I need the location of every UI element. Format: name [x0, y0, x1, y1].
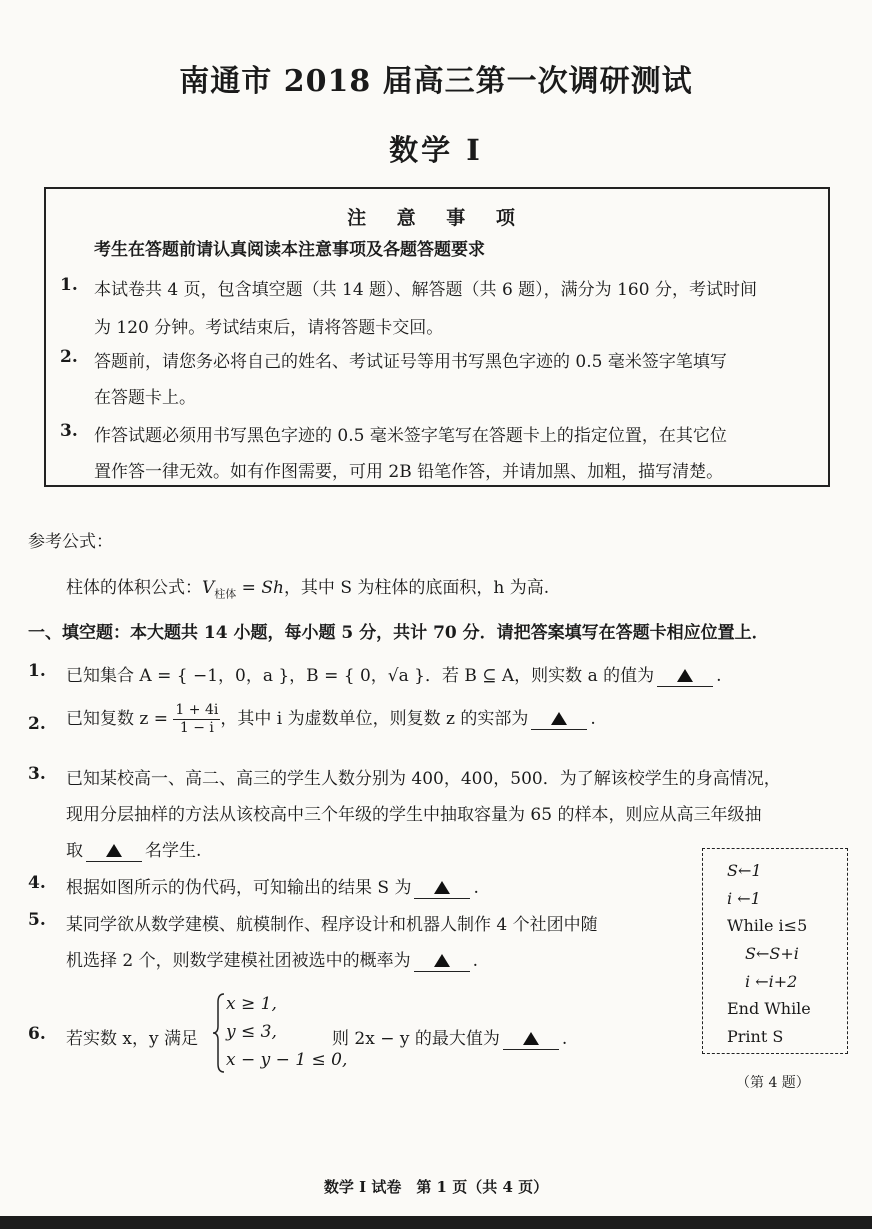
triangle-icon — [523, 1032, 539, 1045]
bottom-edge — [0, 1216, 872, 1229]
q6-text — [332, 1024, 567, 1050]
triangle-icon — [677, 669, 693, 682]
pseudocode-line-1: S←1 — [727, 861, 762, 880]
q6-constraint-1: x ≥ 1, — [226, 994, 277, 1014]
q5-text-b: . — [472, 951, 479, 971]
q1-text — [66, 661, 722, 687]
notice-item-1-num: 1. — [60, 275, 78, 295]
q2-text — [66, 702, 596, 737]
q6-constraint-3: x − y − 1 ≤ 0, — [226, 1050, 348, 1070]
q5-line1: 某同学欲从数学建模、航模制作、程序设计和机器人制作 4 个社团中随 — [66, 915, 598, 935]
triangle-icon — [551, 712, 567, 725]
notice-box — [44, 187, 830, 487]
notice-item-1-line2: 为 120 分钟。考试结束后，请将答题卡交回。 — [94, 318, 444, 338]
notice-item-2-line1: 答题前，请您务必将自己的姓名、考试证号等用书写黑色字迹的 0.5 毫米签字笔填写 — [94, 352, 727, 372]
q3-line2: 现用分层抽样的方法从该校高中三个年级的学生中抽取容量为 65 的样本，则应从高三年级抽 — [66, 805, 762, 825]
pseudocode-line-4: S←S+i — [745, 944, 799, 963]
q5-answer-blank — [414, 951, 470, 972]
q2-text-a: 已知复数 z = — [66, 709, 169, 729]
notice-heading: 注 意 事 项 — [347, 207, 527, 229]
q2-num: 2. — [28, 714, 46, 734]
q6-answer-blank — [503, 1029, 559, 1050]
q6-num: 6. — [28, 1024, 46, 1044]
q3-num: 3. — [28, 764, 46, 784]
q1-num: 1. — [28, 661, 46, 681]
q6-text-b: 则 2x − y 的最大值为 — [332, 1029, 500, 1049]
q5-num: 5. — [28, 910, 46, 930]
formula-eq: = Sh — [236, 578, 284, 598]
q3-line1: 已知某校高一、高二、高三的学生人数分别为 400，400，500．为了解该校学生的身高情况， — [66, 769, 781, 789]
pseudocode-line-5: i ←i+2 — [745, 972, 798, 991]
q4-text — [66, 873, 479, 899]
q1-text-a: 已知集合 A = { −1，0，a }，B = { 0，√a }．若 B ⊆ A，则实数 a 的值为 — [66, 666, 655, 686]
triangle-icon — [434, 881, 450, 894]
formula-text-a: 柱体的体积公式： — [66, 578, 202, 598]
q3-text-b: 名学生. — [145, 841, 202, 861]
triangle-icon — [434, 954, 450, 967]
q2-text-c: . — [590, 709, 596, 729]
q1-text-b: . — [716, 666, 722, 686]
page-title: 南通市 2018 届高三第一次调研测试 — [179, 64, 693, 99]
notice-item-3-line2: 置作答一律无效。如有作图需要，可用 2B 铅笔作答，并请加黑、加粗，描写清楚。 — [94, 462, 724, 482]
q6-text-a: 若实数 x，y 满足 — [66, 1029, 198, 1049]
q1-answer-blank — [657, 666, 713, 687]
pseudocode-box — [702, 848, 848, 1054]
q2-text-b: ，其中 i 为虚数单位，则复数 z 的实部为 — [220, 709, 529, 729]
left-brace-icon — [212, 992, 226, 1074]
pseudocode-line-7: Print S — [727, 1027, 784, 1046]
page-subtitle: 数学 I — [389, 133, 483, 167]
notice-item-1-line1: 本试卷共 4 页，包含填空题（共 14 题）、解答题（共 6 题），满分为 160 分，考试时间 — [94, 280, 757, 300]
notice-item-2-line2: 在答题卡上。 — [94, 388, 196, 408]
pseudocode-caption: （第 4 题） — [736, 1075, 810, 1091]
q4-num: 4. — [28, 873, 46, 893]
triangle-icon — [106, 844, 122, 857]
pseudocode-line-6: End While — [727, 999, 811, 1018]
formula-line — [66, 573, 549, 601]
notice-item-3-line1: 作答试题必须用书写黑色字迹的 0.5 毫米签字笔写在答题卡上的指定位置，在其它位 — [94, 426, 727, 446]
q3-answer-blank — [86, 841, 142, 862]
q3-text-a: 取 — [66, 841, 83, 861]
q2-denominator: 1 − i — [179, 720, 214, 736]
q2-answer-blank — [531, 709, 587, 730]
q5-line2 — [66, 946, 478, 972]
q3-line3 — [66, 836, 201, 862]
q4-answer-blank — [414, 878, 470, 899]
page-footer: 数学 I 试卷 第 1 页（共 4 页） — [323, 1178, 549, 1196]
q2-numerator: 1 + 4i — [175, 702, 219, 718]
formula-sub: 柱体 — [214, 587, 237, 601]
q4-text-a: 根据如图所示的伪代码，可知输出的结果 S 为 — [66, 878, 412, 898]
q6-constraint-2: y ≤ 3, — [226, 1022, 277, 1042]
formula-label: 参考公式： — [28, 532, 113, 552]
section-1-heading: 一、填空题：本大题共 14 小题，每小题 5 分，共计 70 分．请把答案填写在答题卡相应位置上． — [28, 623, 769, 643]
formula-text-b: ，其中 S 为柱体的底面积，h 为高. — [283, 578, 550, 598]
q5-text-a: 机选择 2 个，则数学建模社团被选中的概率为 — [66, 951, 411, 971]
pseudocode-line-3: While i≤5 — [727, 916, 808, 935]
notice-item-2-num: 2. — [60, 347, 78, 367]
q2-fraction — [173, 702, 220, 737]
notice-item-3-num: 3. — [60, 421, 78, 441]
q6-text-c: . — [561, 1029, 568, 1049]
formula-v: V — [202, 578, 215, 598]
notice-subheading: 考生在答题前请认真阅读本注意事项及各题答题要求 — [94, 240, 485, 260]
pseudocode-line-2: i ←1 — [727, 889, 761, 908]
q4-text-b: . — [473, 878, 479, 898]
